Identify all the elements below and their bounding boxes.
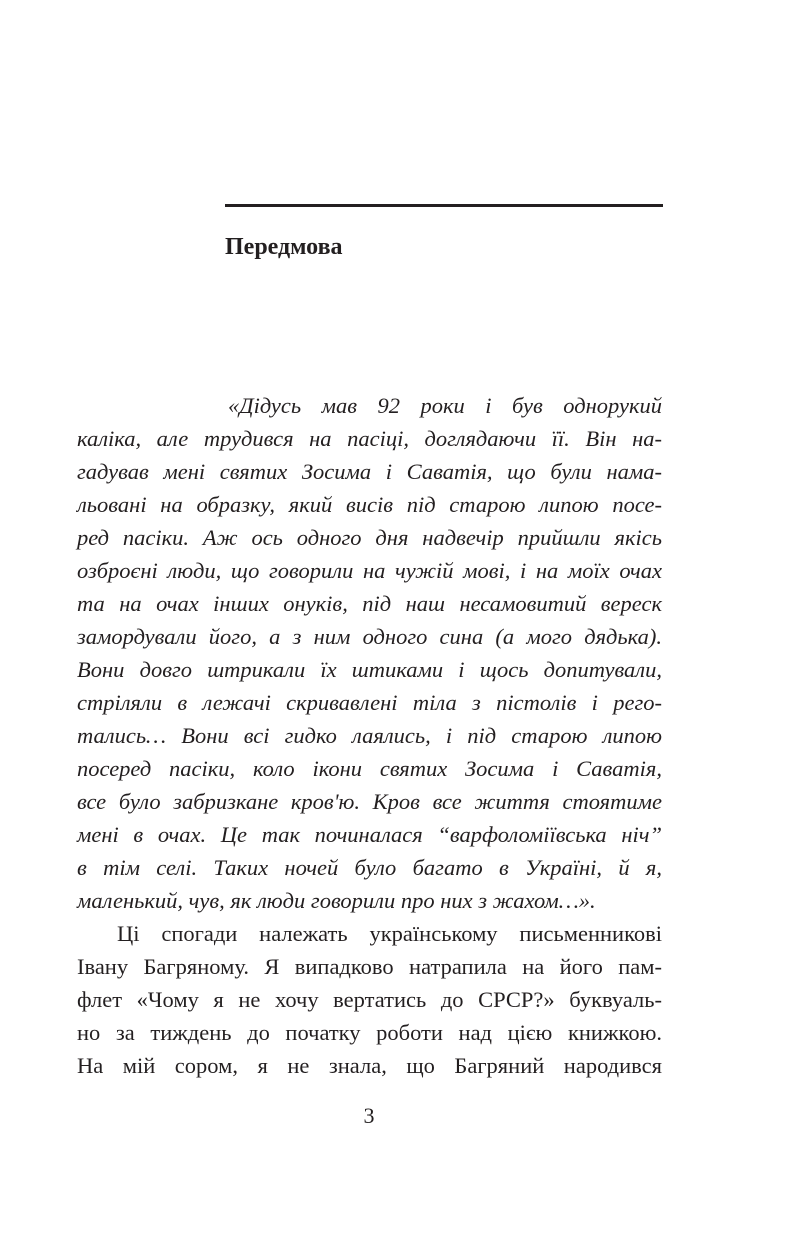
header-rule bbox=[225, 204, 663, 207]
quote-line: «Дідусь мав 92 роки і був однорукий bbox=[228, 393, 662, 418]
quote-line: стріляли в лежачі скривавлені тіла з пістолів і рего- bbox=[77, 690, 662, 715]
quote-line: тались… Вони всі гидко лаялись, і під старою липою bbox=[77, 723, 662, 748]
quote-line: льовані на образку, який висів під старою липою посе- bbox=[77, 492, 662, 517]
quote-line: озброєні люди, що говорили на чужій мові, і на моїх очах bbox=[77, 558, 662, 583]
body-line: Ці спогади належать українському письменникові bbox=[117, 921, 662, 946]
quote-line: посеред пасіки, коло ікони святих Зосима і Саватія, bbox=[77, 756, 662, 781]
quote-line: в тім селі. Таких ночей було багато в Україні, й я, bbox=[77, 855, 662, 880]
page-number: 3 bbox=[363, 1103, 375, 1128]
quote-line: Вони довго штрикали їх штиками і щось допитували, bbox=[77, 657, 662, 682]
quote-line: все було забризкане кров'ю. Кров все життя стоятиме bbox=[77, 789, 662, 814]
chapter-heading: Передмова bbox=[225, 234, 343, 260]
body-line: но за тиждень до початку роботи над цією книжкою. bbox=[77, 1020, 662, 1045]
quote-line: ред пасіки. Аж ось одного дня надвечір прийшли якісь bbox=[77, 525, 662, 550]
body-line: На мій сором, я не знала, що Багряний народився bbox=[77, 1053, 662, 1078]
body-line: Івану Багряному. Я випадково натрапила на його пам- bbox=[77, 954, 662, 979]
quote-line: мені в очах. Це так починалася “варфоломіївська ніч” bbox=[77, 822, 662, 847]
quote-line: гадував мені святих Зосима і Саватія, що були нама- bbox=[77, 459, 662, 484]
quote-line: маленький, чув, як люди говорили про них з жахом…». bbox=[77, 888, 596, 913]
quote-line: замордували його, а з ним одного сина (а мого дядька). bbox=[77, 624, 662, 649]
body-line: флет «Чому я не хочу вертатись до СРСР?» буквуаль- bbox=[77, 987, 662, 1012]
quote-line: та на очах інших онуків, під наш несамовитий вереск bbox=[77, 591, 662, 616]
quote-line: каліка, але трудився на пасіці, доглядаючи її. Він на- bbox=[77, 426, 662, 451]
